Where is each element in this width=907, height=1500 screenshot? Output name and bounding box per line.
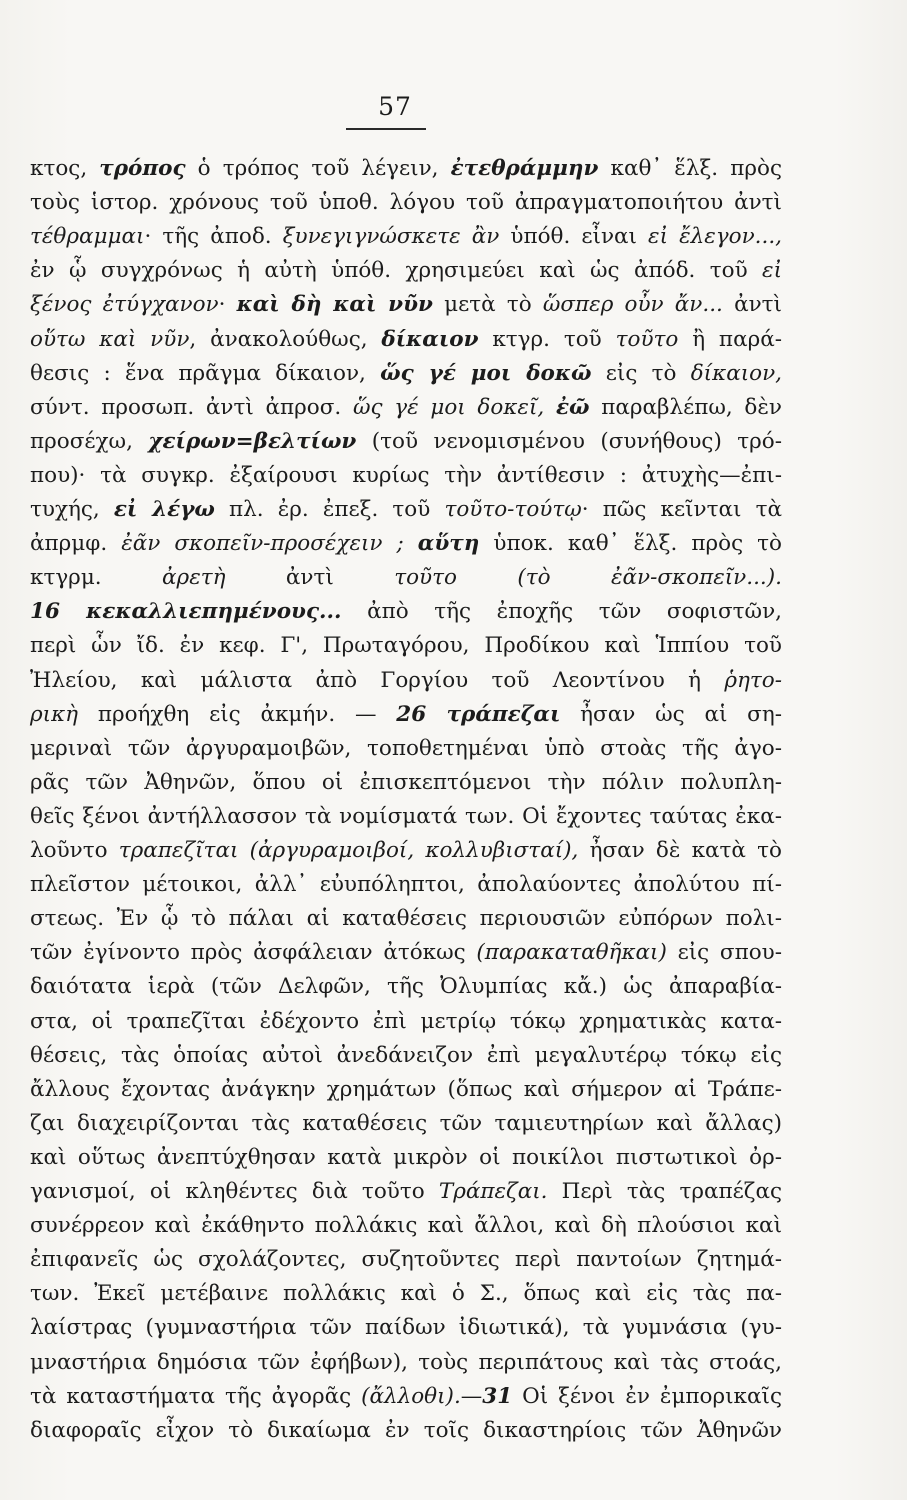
text-line [30, 527, 782, 561]
text-line [30, 152, 782, 186]
lemma-bold-italic: αὕτη [417, 531, 480, 557]
text-line [30, 288, 782, 322]
text-segment: Οἱ ξένοι ἐν ἐμπορικαῖς [512, 1383, 782, 1409]
text-line [30, 1277, 782, 1311]
lemma-bold-italic: ἐτεθράμμην [450, 156, 599, 181]
text-segment: συνέρρεον καὶ ἐκάθηντο πολλάκις καὶ ἄλλοι, καὶ δὴ πλούσιοι καὶ [30, 1213, 782, 1239]
text-segment: λοῦντο [30, 838, 119, 863]
text-segment: ἦσαν ὡς αἱ ση- [560, 701, 782, 727]
text-segment: θεσις : ἕνα πρᾶγμα δίκαιον, [30, 360, 381, 386]
italic-phrase: ρικὴ [30, 701, 79, 727]
italic-phrase: ἀρετὴ [162, 565, 226, 591]
text-line [30, 1175, 782, 1209]
italic-phrase: Τράπεζαι. [438, 1179, 548, 1204]
text-line [30, 595, 782, 629]
text-segment: ἀπὸ τῆς ἐποχῆς τῶν σοφιστῶν, [341, 599, 782, 625]
text-segment: κτγρ. τοῦ [478, 326, 616, 352]
italic-phrase: δίκαιον, [690, 360, 783, 386]
text-segment: σύντ. προσωπ. ἀντὶ ἀπροσ. [30, 394, 353, 420]
italic-phrase: τέθραμμαι [30, 224, 145, 250]
text-line [30, 493, 782, 527]
text-line [30, 1209, 782, 1243]
text-segment: ἐπιφανεῖς ὡς σχολάζοντες, συζητοῦντες περὶ παντοίων ζητημά- [30, 1247, 782, 1273]
text-line [30, 1346, 782, 1380]
text-line [30, 1141, 782, 1175]
text-line [30, 425, 782, 459]
text-segment [544, 395, 556, 420]
italic-phrase: τοῦτο (τὸ ἐᾶν-σκοπεῖν...). [394, 565, 782, 591]
text-segment: Περὶ τὰς τραπέζας [547, 1179, 782, 1204]
text-segment: καὶ οὕτως ἀνεπτύχθησαν κατὰ μικρὸν οἱ ποικίλοι πιστωτικοὶ ὀρ- [30, 1144, 782, 1170]
text-line [30, 902, 782, 936]
text-segment: παραβλέπω, δὲν [589, 394, 782, 420]
italic-phrase: ἐᾶν σκοπεῖν-προσέχειν ; [121, 531, 418, 557]
text-segment: ἀντὶ [225, 565, 395, 591]
text-line [30, 459, 782, 493]
text-segment: στα, οἱ τραπεζῖται ἐδέχοντο ἐπὶ μετρίῳ τόκῳ χρηματικὰς κατα- [30, 1008, 782, 1034]
text-segment: τῶν ἐγίνοντο πρὸς ἀσφάλειαν ἀτόκως [30, 940, 477, 966]
text-segment: κτος, [30, 156, 100, 181]
lemma-bold-italic: τρόπος [99, 156, 186, 181]
italic-phrase: τοῦτο-τούτῳ [444, 497, 582, 522]
text-line [30, 936, 782, 970]
text-segment: ἦσαν δὲ κατὰ τὸ [578, 838, 782, 863]
italic-phrase: ξυνεγιγνώσκετε ἂν [282, 224, 500, 250]
text-line [30, 186, 782, 220]
italic-phrase: ξένος ἐτύγχανον [30, 292, 219, 318]
text-line [30, 254, 782, 288]
text-line [30, 664, 782, 698]
text-segment: προήχθη εἰς ἀκμήν. — [78, 701, 397, 727]
text-segment: ὑπόθ. εἶναι [499, 224, 649, 250]
text-segment: μεριναὶ τῶν ἀργυραμοιβῶν, τοποθετημέναι ὑπὸ στοὰς τῆς ἀγο- [30, 735, 782, 761]
text-line [30, 629, 782, 663]
text-line [30, 1380, 782, 1414]
text-segment: λαίστρας (γυμναστήρια τῶν παίδων ἰδιωτικά), τὰ γυμνάσια (γυ- [30, 1315, 782, 1341]
text-line [30, 357, 782, 391]
text-segment: ρᾶς τῶν Ἀθηνῶν, ὅπου οἱ ἐπισκεπτόμενοι τὴν πόλιν πολυπλη- [30, 769, 782, 795]
text-segment: ὑποκ. καθ᾽ ἕλξ. πρὸς τὸ [479, 531, 783, 557]
text-line [30, 391, 782, 425]
text-segment: · [218, 292, 237, 318]
lemma-bold-italic: ἐῶ [555, 394, 590, 420]
italic-phrase: ὥς γέ μοι δοκεῖ, [352, 394, 545, 420]
text-segment: κτγρμ. [30, 565, 163, 591]
italic-phrase: τραπεζῖται (ἀργυραμοιβοί, κολλυβισταί), [118, 838, 579, 863]
italic-phrase: εἰ [762, 258, 782, 284]
text-segment: τυχής, [30, 497, 114, 522]
text-segment: ἐν ᾧ συγχρόνως ἡ αὐτὴ ὑπόθ. χρησιμεύει καὶ ὡς ἀπόδ. τοῦ [30, 258, 763, 284]
page-number: 57 [378, 92, 412, 121]
text-line [30, 1243, 782, 1277]
text-line [30, 868, 782, 902]
text-line [30, 1073, 782, 1107]
text-segment: προσέχω, [30, 428, 149, 454]
text-segment: γανισμοί, οἱ κληθέντες διὰ τοῦτο [30, 1179, 439, 1204]
text-segment: ὁ τρόπος τοῦ λέγειν, [185, 156, 451, 181]
italic-phrase: εἰ ἔλεγον..., [648, 224, 782, 250]
text-segment: τοὺς ἱστορ. χρόνους τοῦ ὑποθ. λόγου τοῦ ἀπραγματοποιήτου ἀντὶ [30, 190, 782, 216]
text-segment: , ἀνακολούθως, [189, 326, 382, 352]
text-segment: στεως. Ἐν ᾧ τὸ πάλαι αἱ καταθέσεις περιουσιῶν εὐπόρων πολι- [30, 906, 782, 932]
text-segment: δαιότατα ἱερὰ (τῶν Δελφῶν, τῆς Ὀλυμπίας κἄ.) ὡς ἀπαραβία- [30, 974, 782, 1000]
text-segment: διαφοραῖς εἶχον τὸ δικαίωμα ἐν τοῖς δικαστηρίοις τῶν Ἀθηνῶν [30, 1417, 782, 1443]
text-segment: · πῶς κεῖνται τὰ [581, 497, 782, 522]
text-segment: ἀπρμφ. [30, 531, 122, 557]
text-line [30, 970, 782, 1004]
text-line [30, 561, 782, 595]
text-line [30, 834, 782, 868]
text-line [30, 1414, 782, 1448]
text-line [30, 698, 782, 732]
lemma-bold-italic: χείρων=βελτίων [148, 428, 357, 454]
italic-phrase: τοῦτο [615, 326, 679, 352]
text-segment: (τοῦ νενομισμένου (συνήθους) τρό- [356, 428, 782, 454]
italic-phrase: (παρακαταθῆκαι) [476, 940, 667, 966]
lemma-bold-italic: 16 κεκαλλιεπημένους... [30, 599, 342, 625]
lemma-bold-italic: εἰ λέγω [113, 497, 215, 522]
text-segment: εἰς τὸ [591, 360, 691, 386]
text-segment: πλεῖστον μέτοικοι, ἀλλ᾽ εὐυπόληπτοι, ἀπολαύοντες ἀπολύτου πί- [30, 872, 782, 898]
text-segment: · τῆς ἀποδ. [144, 224, 283, 250]
text-line [30, 732, 782, 766]
text-segment: ζαι διαχειρίζονται τὰς καταθέσεις τῶν ταμιευτηρίων καὶ ἄλλας) [30, 1110, 782, 1136]
text-segment: ἄλλους ἔχοντας ἀνάγκην χρημάτων (ὅπως καὶ σήμερον αἱ Τράπε- [30, 1076, 782, 1102]
text-line [30, 766, 782, 800]
text-segment: περὶ ὧν ἴδ. ἐν κεφ. Γ', Πρωταγόρου, Προδίκου καὶ Ἱππίου τοῦ [30, 633, 782, 659]
text-segment: μετὰ τὸ [432, 292, 543, 318]
lemma-bold-italic: καὶ δὴ καὶ νῦν [236, 292, 433, 318]
text-segment: μναστήρια δημόσια τῶν ἐφήβων), τοὺς περιπάτους καὶ τὰς στοάς, [30, 1349, 782, 1375]
text-segment: Ἠλείου, καὶ μάλιστα ἀπὸ Γοργίου τοῦ Λεοντίνου ἡ [30, 667, 725, 693]
text-line [30, 1107, 782, 1141]
italic-phrase: (ἄλλοθι). [361, 1383, 461, 1409]
text-line [30, 220, 782, 254]
lemma-bold-italic: ὥς γέ μοι δοκῶ [380, 360, 592, 386]
text-line [30, 1005, 782, 1039]
text-line [30, 1039, 782, 1073]
text-segment: τὰ καταστήματα τῆς ἀγορᾶς [30, 1383, 362, 1409]
text-segment: — [460, 1383, 483, 1409]
text-segment: που)· τὰ συγκρ. ἐξαίρουσι κυρίως τὴν ἀντίθεσιν : ἀτυχὴς—ἐπι- [30, 462, 782, 488]
lemma-bold-italic: δίκαιον [381, 326, 479, 352]
text-segment: εἰς σπου- [666, 940, 782, 966]
text-segment: πλ. ἐρ. ἐπεξ. τοῦ [214, 497, 445, 522]
text-line [30, 323, 782, 357]
page-number-rule [346, 128, 426, 130]
text-segment: θεῖς ξένοι ἀντήλλασσον τὰ νομίσματά των. Οἱ ἔχοντες ταύτας ἐκα- [30, 803, 782, 829]
italic-phrase: ῥητο- [724, 667, 782, 693]
italic-phrase: ὥσπερ οὖν ἄν... [542, 292, 723, 318]
text-segment: των. Ἐκεῖ μετέβαινε πολλάκις καὶ ὁ Σ., ὅπως καὶ εἰς τὰς πα- [30, 1281, 782, 1307]
text-segment: θέσεις, τὰς ὁποίας αὐτοὶ ἀνεδάνειζον ἐπὶ μεγαλυτέρῳ τόκῳ εἰς [30, 1042, 782, 1068]
text-segment: καθ᾽ ἕλξ. πρὸς [598, 156, 782, 181]
text-line [30, 800, 782, 834]
text-segment: ἀντὶ [722, 292, 782, 318]
lemma-bold-italic: 31 [482, 1383, 513, 1409]
lemma-bold-italic: 26 τράπεζαι [396, 701, 561, 727]
italic-phrase: οὕτω καὶ νῦν [30, 326, 190, 352]
text-segment: ἢ παρά- [678, 326, 783, 352]
text-line [30, 1311, 782, 1345]
